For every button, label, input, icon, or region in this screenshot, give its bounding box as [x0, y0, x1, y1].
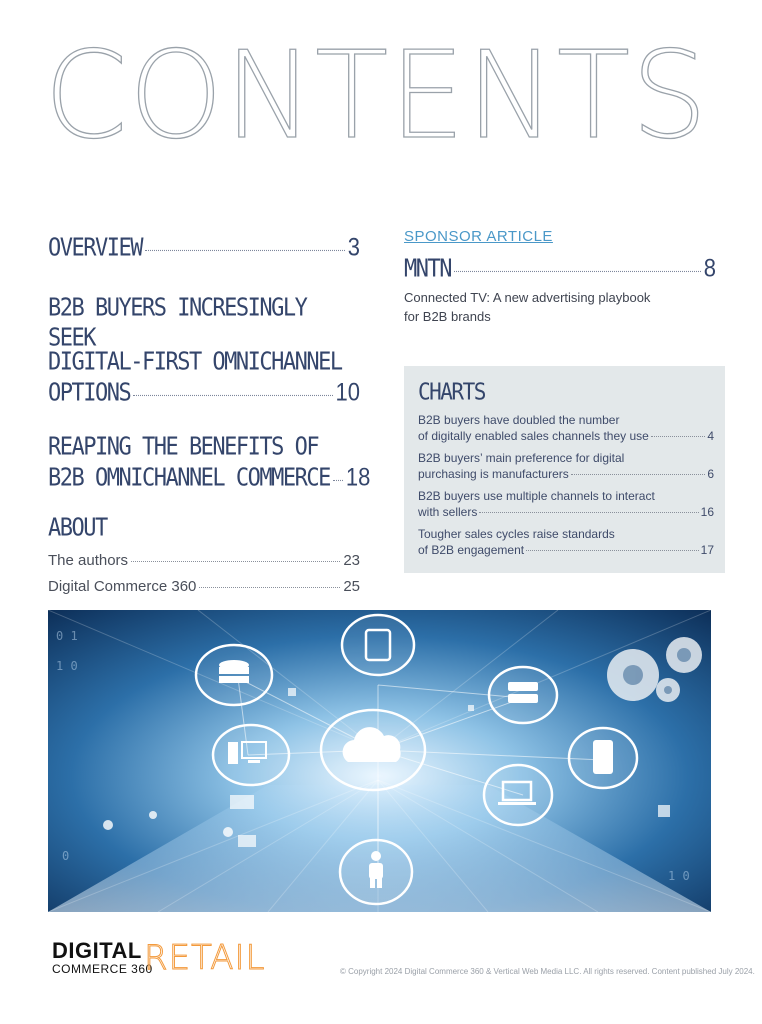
- sponsor-description-line: for B2B brands: [404, 309, 491, 324]
- charts-heading: CHARTS: [418, 378, 485, 405]
- chart-page-number: 6: [707, 467, 714, 481]
- svg-text:0: 0: [62, 849, 70, 863]
- dot-leader: [454, 271, 701, 272]
- hero-node: [196, 645, 272, 705]
- chart-entry-title: Tougher sales cycles raise standards: [418, 527, 615, 541]
- charts-box: [404, 366, 725, 573]
- database-icon: [219, 660, 249, 683]
- toc-label-line: REAPING THE BENEFITS OF: [48, 433, 319, 462]
- toc-label-line: B2B BUYERS INCRESINGLY SEEK: [48, 294, 307, 353]
- toc-page-number: 8: [703, 254, 716, 283]
- phone-icon: [593, 740, 613, 774]
- dot-leader: [651, 436, 705, 437]
- sponsor-description-line: Connected TV: A new advertising playbook: [404, 290, 651, 305]
- toc-page-number: 3: [347, 233, 360, 262]
- logo-retail: RETAIL: [144, 938, 266, 978]
- chart-entry-title: purchasing is manufacturers: [418, 467, 569, 481]
- toc-label: Digital Commerce 360: [48, 578, 197, 595]
- dot-leader: [199, 587, 340, 588]
- toc-heading-about: ABOUT: [48, 514, 107, 543]
- toc-page-number: 23: [343, 552, 360, 569]
- chart-page-number: 4: [707, 429, 714, 443]
- toc-entry-reaping-benefits[interactable]: [48, 432, 371, 493]
- copyright-notice: © Copyright 2024 Digital Commerce 360 & Vertical Web Media LLC. All rights reserved. Content published July 2024.: [340, 967, 755, 976]
- toc-label: OPTIONS: [48, 379, 131, 408]
- chart-page-number: 17: [700, 543, 714, 557]
- chart-page-number: 16: [700, 505, 714, 519]
- toc-label: B2B OMNICHANNEL COMMERCE: [48, 464, 330, 493]
- dot-leader: [131, 561, 340, 562]
- dot-leader: [526, 550, 699, 551]
- charts-list: [418, 412, 714, 564]
- table-of-contents: [48, 232, 371, 600]
- dot-leader: [571, 474, 706, 475]
- svg-text:0 1: 0 1: [56, 629, 78, 643]
- logo-commerce-360: COMMERCE 360: [52, 962, 153, 976]
- toc-entry-mntn[interactable]: [404, 253, 716, 285]
- toc-label-line: DIGITAL-FIRST OMNICHANNEL: [48, 348, 342, 377]
- chart-entry-title: of digitally enabled sales channels they use: [418, 429, 649, 443]
- dot-leader: [333, 480, 343, 481]
- toc-entry-b2b-buyers[interactable]: [48, 293, 360, 406]
- toc-page-number: 10: [335, 378, 360, 407]
- page-title: CONTENTS: [44, 27, 709, 166]
- chart-entry[interactable]: [418, 412, 714, 444]
- dot-leader: [145, 250, 345, 251]
- chart-entry[interactable]: [418, 450, 714, 482]
- toc-label: The authors: [48, 552, 129, 569]
- hero-node: [484, 765, 552, 825]
- toc-entry-digital-commerce-360[interactable]: [48, 574, 360, 600]
- chart-entry-title: B2B buyers’ main preference for digital: [418, 451, 625, 465]
- toc-label: MNTN: [404, 255, 451, 284]
- svg-text:1 0: 1 0: [668, 869, 690, 883]
- toc-entry-overview[interactable]: [48, 232, 360, 264]
- chart-entry[interactable]: [418, 488, 714, 520]
- svg-text:1 0: 1 0: [56, 659, 78, 673]
- chart-entry-title: B2B buyers have doubled the number: [418, 413, 620, 427]
- hero-node: [213, 725, 289, 785]
- sponsor-article: [404, 228, 716, 326]
- dot-leader: [133, 395, 332, 396]
- sponsor-article-link[interactable]: SPONSOR ARTICLE: [404, 228, 553, 245]
- chart-entry-title: with sellers: [418, 505, 478, 519]
- chart-entry-title: of B2B engagement: [418, 543, 525, 557]
- sponsor-description: [404, 288, 716, 326]
- chart-entry[interactable]: [418, 526, 714, 558]
- dot-leader: [479, 512, 698, 513]
- toc-page-number: 25: [343, 578, 360, 595]
- toc-entry-authors[interactable]: [48, 548, 360, 574]
- toc-label: OVERVIEW: [48, 234, 142, 263]
- chart-entry-title: B2B buyers use multiple channels to interact: [418, 489, 655, 503]
- hero-node: [342, 615, 414, 675]
- hero-image: [48, 610, 711, 912]
- logo-digital: DIGITAL: [52, 938, 142, 963]
- digital-commerce-360-logo: [52, 938, 266, 978]
- toc-page-number: 18: [345, 463, 371, 492]
